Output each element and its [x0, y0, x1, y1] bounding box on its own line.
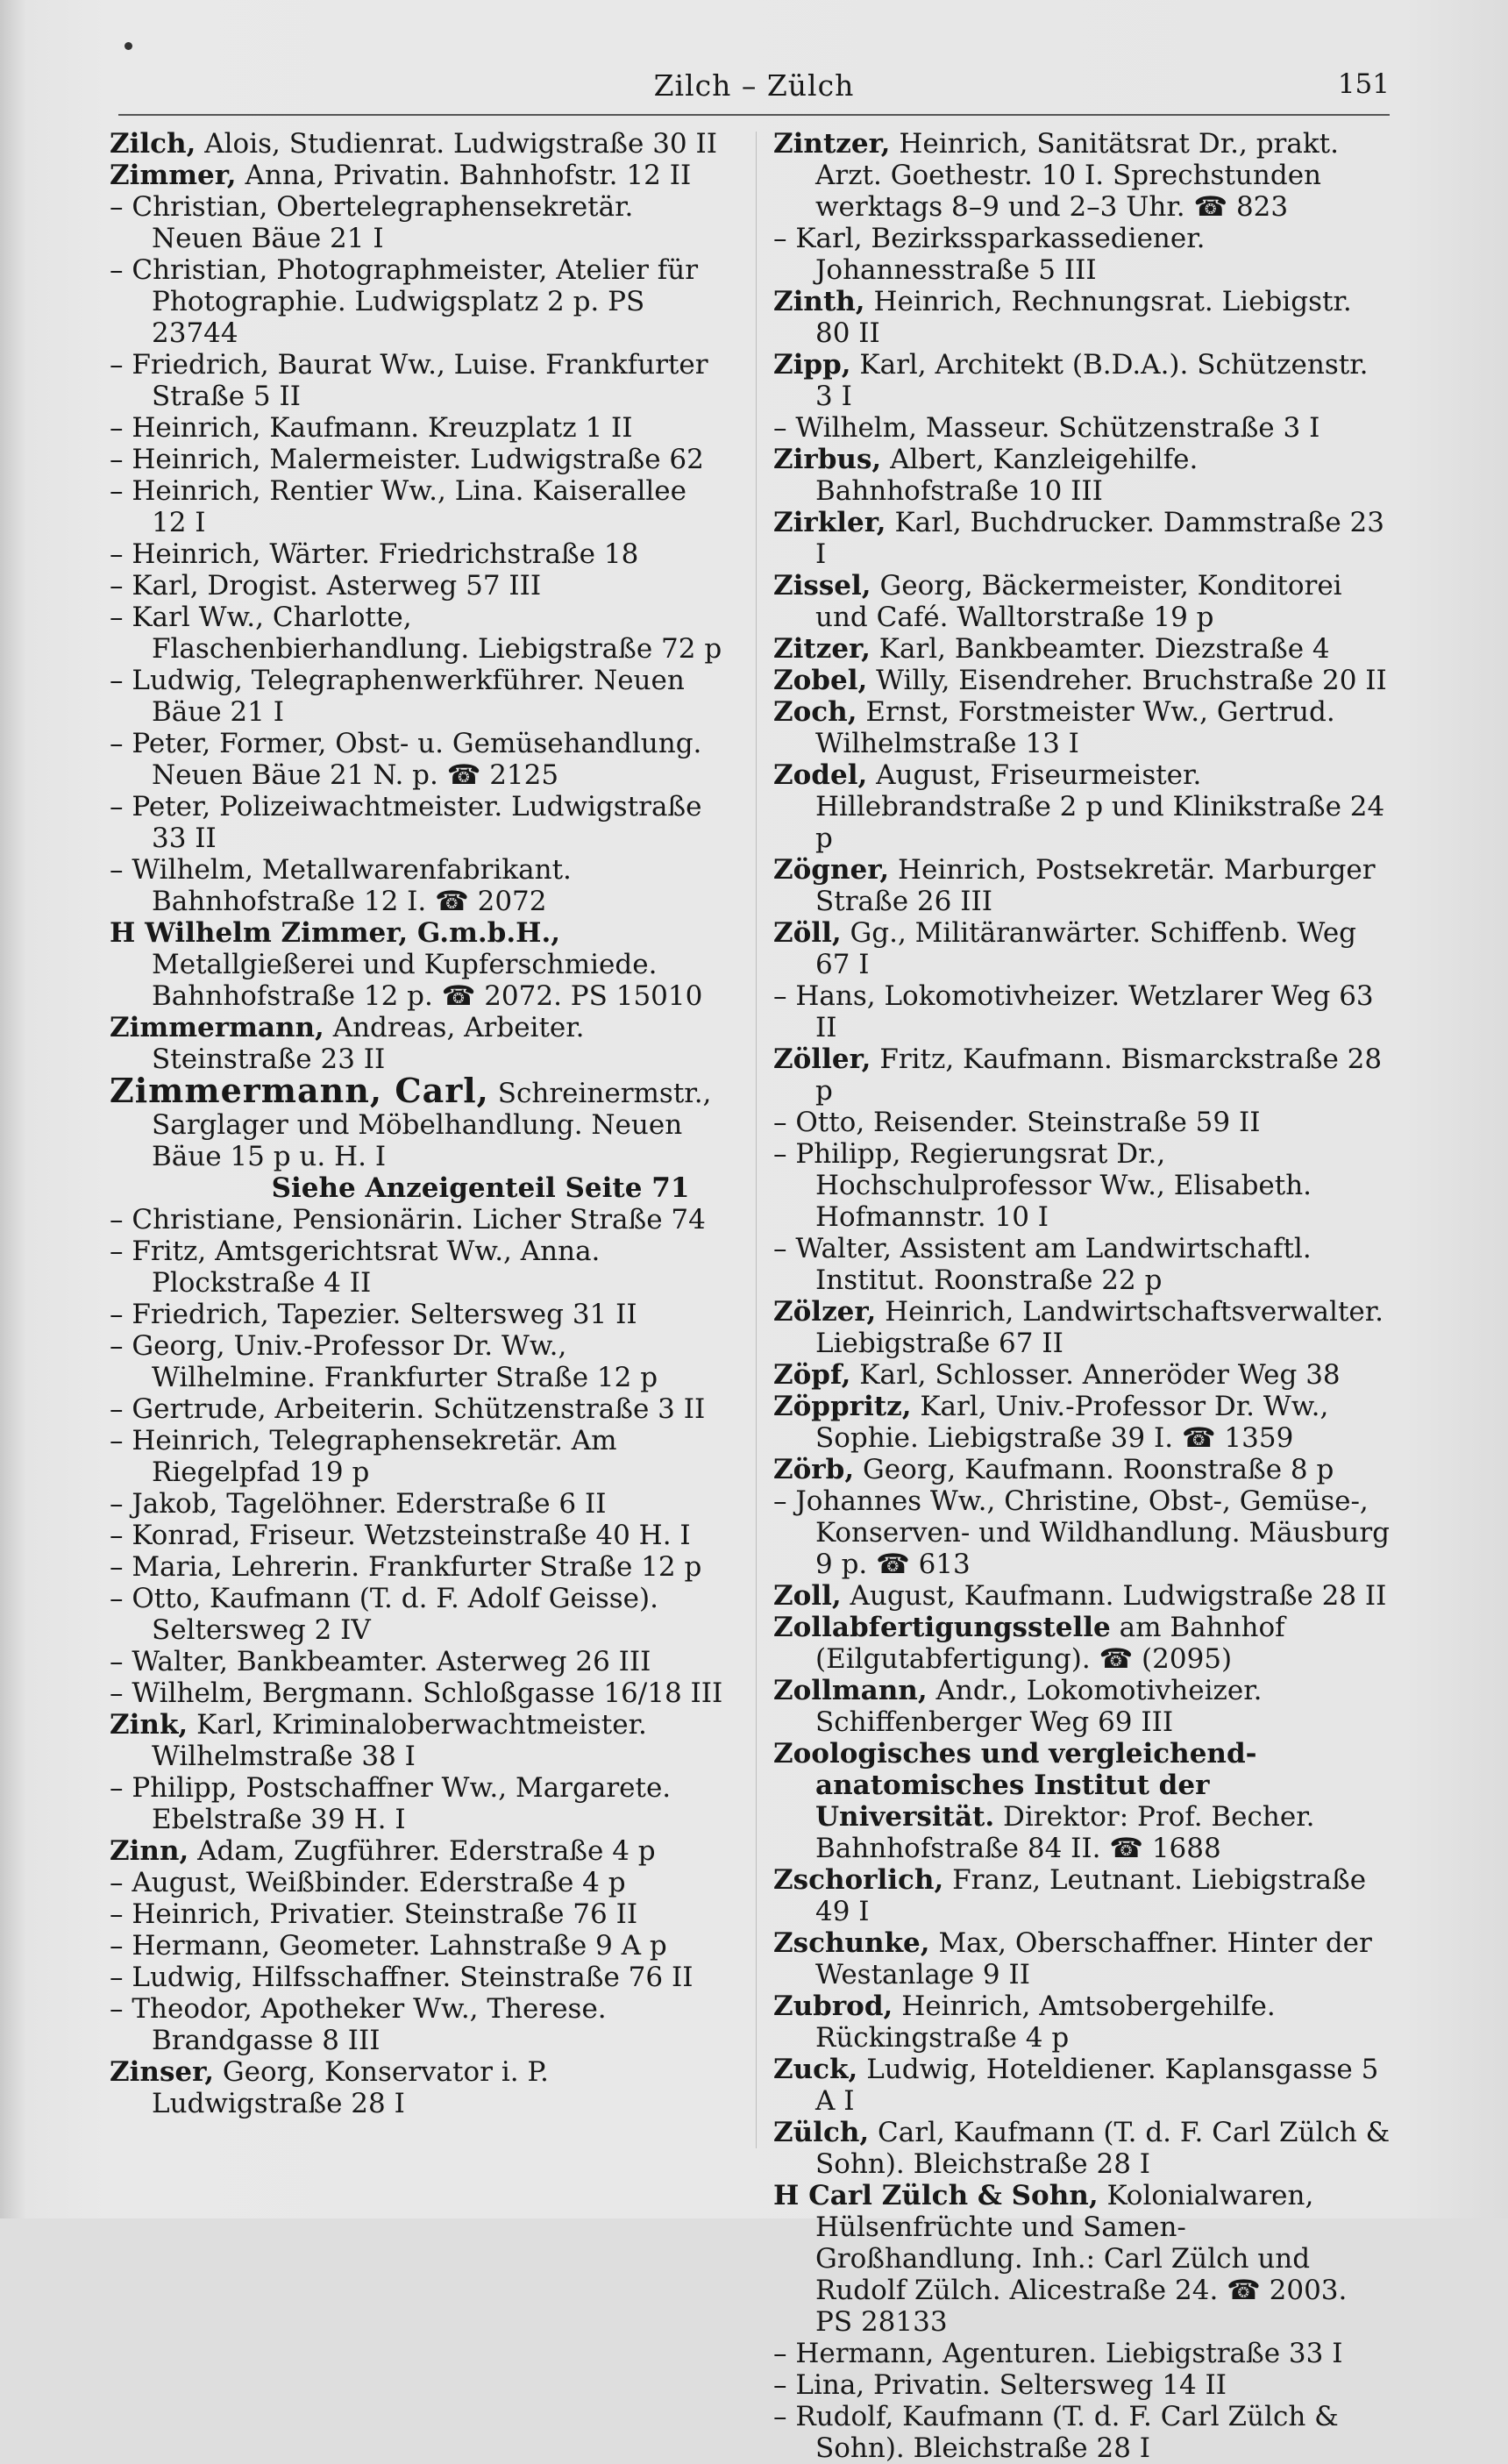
- entry-details: Karl, Architekt (B.D.A.). Schützenstr. 3 I: [815, 349, 1369, 412]
- entry-surname: Zimmermann,: [110, 1012, 324, 1043]
- entry-surname: Zimmer,: [110, 160, 237, 191]
- column-divider: [756, 132, 757, 2148]
- entry-details: – Peter, Former, Obst- u. Gemüsehandlung. Neuen Bäue 21 N. p. ☎ 2125: [110, 728, 702, 791]
- entry-surname: Zöpf,: [773, 1359, 851, 1391]
- directory-entry: [773, 2054, 1392, 2117]
- running-title: Zilch – Zülch: [653, 68, 855, 103]
- header-rule: [118, 114, 1390, 116]
- entry-details: Adam, Zugführer. Ederstraße 4 p: [197, 1835, 656, 1867]
- directory-entry: [773, 917, 1392, 980]
- entry-details: Anna, Privatin. Bahnhofstr. 12 II: [245, 160, 692, 191]
- entry-surname: Zölzer,: [773, 1296, 877, 1328]
- page-number: 151: [1337, 68, 1390, 100]
- directory-entry: [110, 475, 729, 538]
- directory-entry: [110, 570, 729, 602]
- directory-entry: [110, 1962, 729, 1993]
- directory-entry: [110, 1393, 729, 1425]
- directory-entry: [110, 1677, 729, 1709]
- entry-details: – Karl, Drogist. Asterweg 57 III: [110, 570, 542, 602]
- entry-details: Gg., Militäranwärter. Schiffenb. Weg 67 I: [815, 917, 1357, 980]
- entry-surname: Zuck,: [773, 2054, 858, 2085]
- entry-details: Karl, Univ.-Professor Dr. Ww., Sophie. Liebigstraße 39 I. ☎ 1359: [815, 1391, 1329, 1454]
- directory-entry: [110, 1299, 729, 1330]
- entry-details: Karl, Bankbeamter. Diezstraße 4: [878, 633, 1330, 665]
- directory-entry: [773, 1233, 1392, 1296]
- directory-entry: [773, 1043, 1392, 1107]
- ink-dot: [124, 42, 132, 50]
- entry-details: Karl, Buchdrucker. Dammstraße 23 I: [815, 507, 1384, 570]
- directory-entry: [773, 1485, 1392, 1580]
- directory-entry: [110, 538, 729, 570]
- entry-details: Heinrich, Postsekretär. Marburger Straße 26 III: [815, 854, 1376, 917]
- directory-entry: [773, 2369, 1392, 2401]
- directory-entry: [110, 1425, 729, 1488]
- directory-entry: [110, 1520, 729, 1551]
- entry-details: – Heinrich, Kaufmann. Kreuzplatz 1 II: [110, 412, 633, 444]
- directory-entry: [110, 1898, 729, 1930]
- directory-entry: [110, 1488, 729, 1520]
- directory-entry: [773, 759, 1392, 854]
- directory-entry: [110, 1071, 729, 1172]
- entry-details: August, Friseurmeister. Hillebrandstraße 2 p und Klinikstraße 24 p: [815, 759, 1385, 854]
- directory-entry: [110, 1204, 729, 1236]
- directory-entry: [110, 1930, 729, 1962]
- entry-details: – Maria, Lehrerin. Frankfurter Straße 12 p: [110, 1551, 702, 1583]
- entry-surname: Zubrod,: [773, 1990, 893, 2022]
- entry-surname: Zodel,: [773, 759, 868, 791]
- entry-details: – Friedrich, Tapezier. Seltersweg 31 II: [110, 1299, 637, 1330]
- entry-surname: Zintzer,: [773, 128, 891, 160]
- directory-entry: [110, 602, 729, 665]
- entry-details: Heinrich, Rechnungsrat. Liebigstr. 80 II: [815, 286, 1352, 349]
- entry-details: – Philipp, Regierungsrat Dr., Hochschulprofessor Ww., Elisabeth. Hofmannstr. 10 I: [773, 1138, 1312, 1233]
- entry-details: – Philipp, Postschaffner Ww., Margarete. Ebelstraße 39 H. I: [110, 1772, 672, 1835]
- entry-surname: Zögner,: [773, 854, 890, 886]
- directory-entry: [773, 633, 1392, 665]
- directory-entry: [773, 507, 1392, 570]
- directory-entry: [773, 1612, 1392, 1675]
- directory-entry: [110, 791, 729, 854]
- entry-details: – Hermann, Agenturen. Liebigstraße 33 I: [773, 2338, 1343, 2369]
- directory-entry: [110, 160, 729, 191]
- directory-entry: [110, 1772, 729, 1835]
- entry-details: – Otto, Kaufmann (T. d. F. Adolf Geisse). Seltersweg 2 IV: [110, 1583, 658, 1646]
- entry-details: – Heinrich, Malermeister. Ludwigstraße 62: [110, 444, 704, 475]
- entry-details: Heinrich, Landwirtschaftsverwalter. Liebigstraße 67 II: [815, 1296, 1384, 1359]
- directory-entry: [773, 1391, 1392, 1454]
- directory-entry: [110, 412, 729, 444]
- directory-entry: [773, 286, 1392, 349]
- directory-entry: [773, 2117, 1392, 2180]
- entry-surname: Zollabfertigungsstelle: [773, 1612, 1111, 1643]
- directory-entry: [773, 444, 1392, 507]
- entry-details: – Hermann, Geometer. Lahnstraße 9 A p: [110, 1930, 667, 1962]
- directory-entry: [773, 696, 1392, 759]
- entry-details: – Walter, Bankbeamter. Asterweg 26 III: [110, 1646, 651, 1677]
- entry-details: Georg, Kaufmann. Roonstraße 8 p: [862, 1454, 1334, 1485]
- entry-surname: Zschunke,: [773, 1927, 930, 1959]
- directory-entry: [110, 1172, 729, 1204]
- entry-details: Fritz, Kaufmann. Bismarckstraße 28 p: [815, 1043, 1383, 1107]
- entry-details: Albert, Kanzleigehilfe. Bahnhofstraße 10 III: [815, 444, 1199, 507]
- directory-entry: [773, 1864, 1392, 1927]
- entry-details: Kolonialwaren, Hülsenfrüchte und Samen-Großhandlung. Inh.: Carl Zülch und Rudolf Zülch. Alicestraße 24. ☎ 2003. PS 28133: [815, 2180, 1348, 2338]
- directory-entry: [110, 1867, 729, 1898]
- entry-details: Metallgießerei und Kupferschmiede. Bahnhofstraße 12 p. ☎ 2072. PS 15010: [152, 949, 703, 1012]
- entry-details: Max, Oberschaffner. Hinter der Westanlage 9 II: [815, 1927, 1372, 1990]
- directory-entry: [110, 1646, 729, 1677]
- entry-details: Carl, Kaufmann (T. d. F. Carl Zülch & Sohn). Bleichstraße 28 I: [815, 2117, 1391, 2180]
- entry-details: – Hans, Lokomotivheizer. Wetzlarer Weg 63 II: [773, 980, 1374, 1043]
- entry-details: – Heinrich, Telegraphensekretär. Am Riegelpfad 19 p: [110, 1425, 617, 1488]
- directory-entry: [110, 254, 729, 349]
- entry-details: – Heinrich, Rentier Ww., Lina. Kaiserallee 12 I: [110, 475, 686, 538]
- entry-surname: Zollmann,: [773, 1675, 928, 1706]
- entry-surname: Zinn,: [110, 1835, 189, 1867]
- entry-details: – Wilhelm, Masseur. Schützenstraße 3 I: [773, 412, 1320, 444]
- entry-details: – Ludwig, Telegraphenwerkführer. Neuen Bäue 21 I: [110, 665, 685, 728]
- entry-details: Georg, Bäckermeister, Konditorei und Café. Walltorstraße 19 p: [815, 570, 1342, 633]
- entry-surname: Zinser,: [110, 2056, 214, 2088]
- entry-details: – Johannes Ww., Christine, Obst-, Gemüse-, Konserven- und Wildhandlung. Mäusburg 9 p. ☎ 613: [773, 1485, 1391, 1580]
- directory-entry: [110, 1012, 729, 1075]
- entry-surname: Zitzer,: [773, 633, 871, 665]
- entry-details: Andreas, Arbeiter. Steinstraße 23 II: [152, 1012, 585, 1075]
- directory-entry: [110, 728, 729, 791]
- entry-surname: Zöll,: [773, 917, 842, 949]
- directory-entry: [110, 128, 729, 160]
- directory-entry: [110, 1993, 729, 2056]
- entry-details: Ludwig, Hoteldiener. Kaplansgasse 5 A I: [815, 2054, 1379, 2117]
- directory-entry: [773, 2180, 1392, 2338]
- entry-details: – Christian, Photographmeister, Atelier für Photographie. Ludwigsplatz 2 p. PS 23744: [110, 254, 699, 349]
- directory-entry: [773, 223, 1392, 286]
- entry-surname: Zülch,: [773, 2117, 870, 2148]
- entry-details: Ernst, Forstmeister Ww., Gertrud. Wilhelmstraße 13 I: [815, 696, 1335, 759]
- directory-entry: [110, 917, 729, 1012]
- entry-details: Heinrich, Sanitätsrat Dr., prakt. Arzt. Goethestr. 10 I. Sprechstunden werktags 8–9 und 2–3 Uhr. ☎ 823: [815, 128, 1339, 223]
- entry-details: – Konrad, Friseur. Wetzsteinstraße 40 H. I: [110, 1520, 691, 1551]
- entry-surname: Zinth,: [773, 286, 865, 317]
- entry-details: – Karl Ww., Charlotte, Flaschenbierhandlung. Liebigstraße 72 p: [110, 602, 722, 665]
- entry-details: – August, Weißbinder. Ederstraße 4 p: [110, 1867, 626, 1898]
- directory-entry: [773, 665, 1392, 696]
- entry-details: Schreinermstr., Sarglager und Möbelhandlung. Neuen Bäue 15 p u. H. I: [152, 1078, 712, 1172]
- entry-details: August, Kaufmann. Ludwigstraße 28 II: [850, 1580, 1387, 1612]
- directory-entry: [773, 570, 1392, 633]
- directory-entry: [110, 191, 729, 254]
- page-header: [118, 68, 1390, 118]
- directory-entry: [110, 1236, 729, 1299]
- entry-surname: H Carl Zülch & Sohn,: [773, 2180, 1099, 2211]
- directory-entry: [110, 444, 729, 475]
- entry-surname: Zobel,: [773, 665, 868, 696]
- entry-details: Andr., Lokomotivheizer. Schiffenberger Weg 69 III: [815, 1675, 1263, 1738]
- directory-entry: [773, 980, 1392, 1043]
- directory-entry: [773, 1580, 1392, 1612]
- entry-surname: Zoll,: [773, 1580, 842, 1612]
- entry-details: Karl, Schlosser. Anneröder Weg 38: [859, 1359, 1341, 1391]
- left-column: [110, 128, 729, 2197]
- right-column: [773, 128, 1392, 2464]
- directory-entry: [110, 1551, 729, 1583]
- entry-surname: Zilch,: [110, 128, 196, 160]
- directory-entry: [110, 854, 729, 917]
- entry-details: Heinrich, Amtsobergehilfe. Rückingstraße 4 p: [815, 1990, 1276, 2054]
- ad-reference: Siehe Anzeigenteil Seite 71: [271, 1172, 690, 1204]
- entry-details: – Fritz, Amtsgerichtsrat Ww., Anna. Plockstraße 4 II: [110, 1236, 601, 1299]
- entry-details: Willy, Eisendreher. Bruchstraße 20 II: [876, 665, 1387, 696]
- entry-surname: Zink,: [110, 1709, 188, 1741]
- entry-details: – Georg, Univ.-Professor Dr. Ww., Wilhelmine. Frankfurter Straße 12 p: [110, 1330, 658, 1393]
- entry-details: – Heinrich, Wärter. Friedrichstraße 18: [110, 538, 639, 570]
- entry-details: Direktor: Prof. Becher. Bahnhofstraße 84 II. ☎ 1688: [815, 1801, 1315, 1864]
- entry-details: – Peter, Polizeiwachtmeister. Ludwigstraße 33 II: [110, 791, 702, 854]
- entry-details: – Jakob, Tagelöhner. Ederstraße 6 II: [110, 1488, 607, 1520]
- entry-details: – Wilhelm, Metallwarenfabrikant. Bahnhofstraße 12 I. ☎ 2072: [110, 854, 572, 917]
- entry-details: Alois, Studienrat. Ludwigstraße 30 II: [204, 128, 717, 160]
- directory-entry: [773, 1296, 1392, 1359]
- directory-entry: [773, 1138, 1392, 1233]
- entry-details: – Christian, Obertelegraphensekretär. Neuen Bäue 21 I: [110, 191, 634, 254]
- entry-surname: Zöller,: [773, 1043, 871, 1075]
- directory-entry: [110, 1709, 729, 1772]
- directory-entry: [773, 1107, 1392, 1138]
- directory-entry: [773, 1359, 1392, 1391]
- directory-entry: [110, 665, 729, 728]
- entry-surname: Zimmermann, Carl,: [110, 1071, 489, 1110]
- entry-surname: Zoologisches und vergleichend-anatomisches Institut der Universität.: [773, 1738, 1257, 1833]
- entry-details: – Lina, Privatin. Seltersweg 14 II: [773, 2369, 1227, 2401]
- entry-surname: Zschorlich,: [773, 1864, 944, 1896]
- directory-entry: [773, 2401, 1392, 2464]
- entry-details: – Otto, Reisender. Steinstraße 59 II: [773, 1107, 1261, 1138]
- entry-surname: H Wilhelm Zimmer, G.m.b.H.,: [110, 917, 561, 949]
- directory-entry: [110, 1835, 729, 1867]
- directory-entry: [773, 1990, 1392, 2054]
- directory-entry: [110, 1330, 729, 1393]
- entry-details: am Bahnhof (Eilgutabfertigung). ☎ (2095): [815, 1612, 1285, 1675]
- entry-details: – Karl, Bezirkssparkassediener. Johannesstraße 5 III: [773, 223, 1206, 286]
- entry-surname: Zipp,: [773, 349, 851, 381]
- directory-entry: [773, 412, 1392, 444]
- directory-entry: [773, 1927, 1392, 1990]
- entry-details: Georg, Konservator i. P. Ludwigstraße 28 I: [152, 2056, 549, 2119]
- entry-details: Karl, Kriminaloberwachtmeister. Wilhelmstraße 38 I: [152, 1709, 647, 1772]
- directory-entry: [773, 349, 1392, 412]
- directory-entry: [110, 349, 729, 412]
- directory-entry: [773, 2338, 1392, 2369]
- entry-details: – Gertrude, Arbeiterin. Schützenstraße 3 II: [110, 1393, 706, 1425]
- entry-details: – Christiane, Pensionärin. Licher Straße 74: [110, 1204, 706, 1236]
- entry-surname: Zirkler,: [773, 507, 886, 538]
- entry-surname: Zörb,: [773, 1454, 855, 1485]
- directory-entry: [110, 1583, 729, 1646]
- entry-surname: Zissel,: [773, 570, 871, 602]
- entry-details: – Walter, Assistent am Landwirtschaftl. Institut. Roonstraße 22 p: [773, 1233, 1312, 1296]
- directory-entry: [773, 128, 1392, 223]
- entry-details: – Ludwig, Hilfsschaffner. Steinstraße 76 II: [110, 1962, 694, 1993]
- directory-entry: [773, 1675, 1392, 1738]
- entry-details: – Wilhelm, Bergmann. Schloßgasse 16/18 III: [110, 1677, 723, 1709]
- entry-details: Franz, Leutnant. Liebigstraße 49 I: [815, 1864, 1367, 1927]
- directory-entry: [773, 854, 1392, 917]
- directory-entry: [773, 1738, 1392, 1864]
- directory-entry: [110, 2056, 729, 2119]
- entry-details: – Rudolf, Kaufmann (T. d. F. Carl Zülch & Sohn). Bleichstraße 28 I: [773, 2401, 1339, 2464]
- entry-surname: Zoch,: [773, 696, 857, 728]
- entry-details: – Heinrich, Privatier. Steinstraße 76 II: [110, 1898, 638, 1930]
- entry-details: – Friedrich, Baurat Ww., Luise. Frankfurter Straße 5 II: [110, 349, 708, 412]
- directory-entry: [773, 1454, 1392, 1485]
- entry-surname: Zöppritz,: [773, 1391, 912, 1422]
- entry-surname: Zirbus,: [773, 444, 882, 475]
- entry-details: – Theodor, Apotheker Ww., Therese. Brandgasse 8 III: [110, 1993, 607, 2056]
